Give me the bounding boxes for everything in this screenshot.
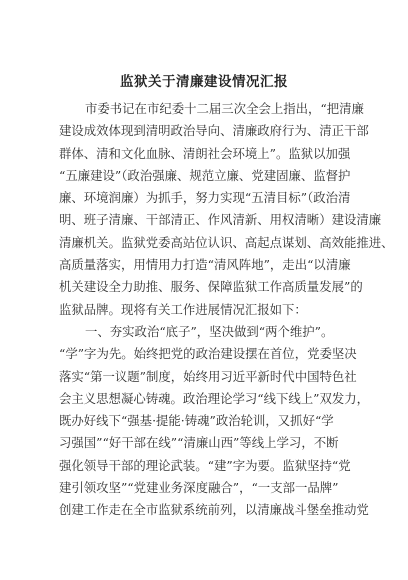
document-body — [59, 98, 394, 522]
paragraph-line: 强化领导干部的理论武装。“建”字为要。监狱坚持“党 — [59, 457, 351, 473]
paragraph-line: 明、班子清廉、干部清正、作风清新、用权清晰）建设清廉 — [59, 212, 382, 228]
paragraph-line: 清廉机关。监狱党委高站位认识、高起点谋划、高效能推进、 — [59, 234, 394, 250]
paragraph-line: 廉、环境润廉）为抓手，努力实现“五清目标”（政治清 — [59, 190, 351, 206]
paragraph-line: 会主义思想凝心铸魂。政治理论学习“线下线上”双发力， — [59, 390, 370, 406]
paragraph-line: 习强国”“好干部在线”“清廉山西”等线上学习，不断 — [59, 435, 339, 451]
paragraph-line: 群体、清和文化血脉、清朗社会环境上”。监狱以加强 — [59, 145, 351, 161]
paragraph-line: 建设成效体现到清明政治导向、清廉政府行为、清正干部 — [59, 123, 369, 139]
paragraph-line: 既办好线下“强基·提能·铸魂”政治轮训，又抓好“学 — [59, 413, 334, 429]
paragraph-line: 监狱品牌。现将有关工作进展情况汇报如下： — [59, 301, 307, 317]
paragraph-line: 市委书记在市纪委十二届三次全会上指出，“把清廉 — [85, 101, 364, 116]
paragraph-line: 高质量落实，用情用力打造“清风阵地”，走出“以清廉 — [59, 257, 351, 273]
section-heading: 一、夯实政治“底子”，坚决做到“两个维护”。 — [85, 323, 334, 339]
paragraph-line: 落实“第一议题”制度，始终用习近平新时代中国特色社 — [59, 368, 357, 384]
paragraph-line: 建引领攻坚”“党建业务深度融合”，“一支部一品牌” — [59, 480, 339, 496]
paragraph-line: 创建工作走在全市监狱系统前列，以清廉战斗堡垒推动党 — [59, 502, 369, 518]
document-title: 监狱关于清廉建设情况汇报 — [120, 74, 288, 90]
paragraph-line: “五廉建设”（政治强廉、规范立廉、党建固廉、监督护 — [59, 167, 351, 183]
paragraph-line: 机关建设全力助推、服务、保障监狱工作高质量发展”的 — [59, 279, 363, 295]
paragraph-line: “学”字为先。始终把党的政治建设摆在首位，党委坚决 — [59, 346, 357, 362]
